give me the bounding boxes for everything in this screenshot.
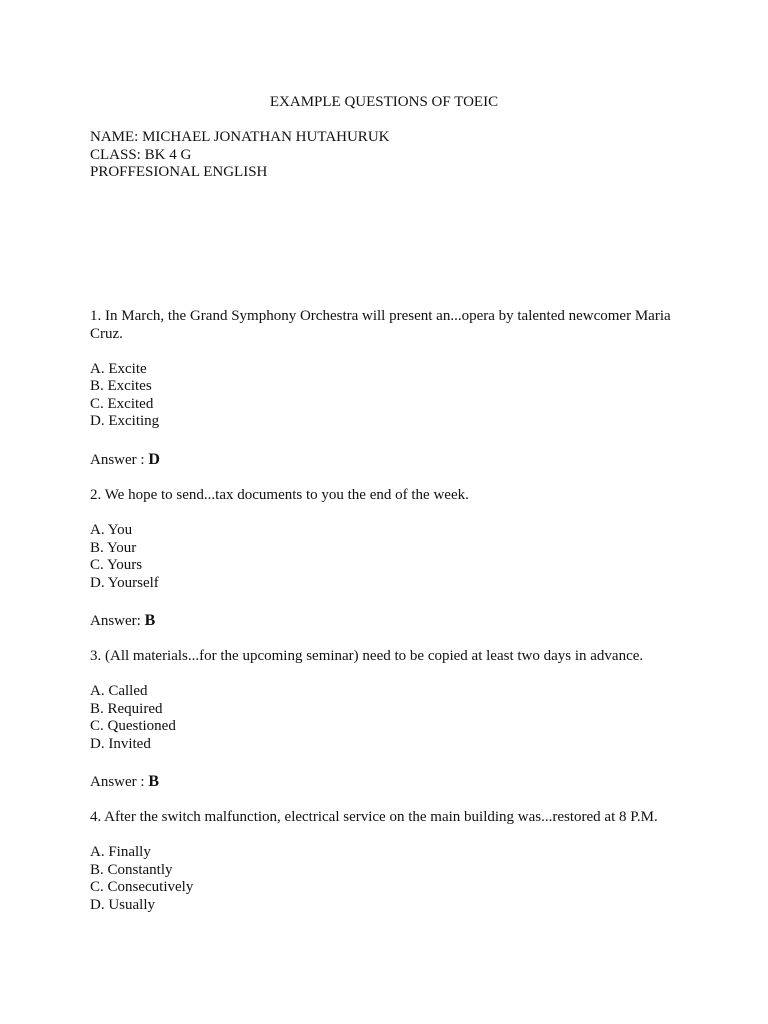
question-stem: 3. (All materials...for the upcoming seminar) need to be copied at least two days in advance. [90, 648, 644, 664]
option-d: D. Yourself [90, 574, 159, 591]
option-d: D. Usually [90, 896, 155, 913]
question-4 [90, 809, 690, 914]
option-a: A. You [90, 522, 133, 538]
option-b: B. Your [90, 539, 137, 556]
option-d: D. Exciting [90, 413, 160, 429]
question-stem: 1. In March, the Grand Symphony Orchestra will present an...opera by talented newcomer Maria Cruz. [90, 308, 671, 342]
answer-value: B [148, 773, 159, 790]
answer-1 [90, 451, 160, 469]
answer-2 [90, 612, 155, 630]
option-c: C. Questioned [90, 718, 176, 734]
answer-label: Answer : [90, 774, 149, 790]
option-c: C. Consecutively [90, 879, 194, 895]
option-b: B. Constantly [90, 861, 173, 878]
question-2 [90, 487, 690, 592]
student-name: NAME: MICHAEL JONATHAN HUTAHURUK [90, 129, 390, 145]
option-d: D. Invited [90, 735, 151, 752]
question-stem: 2. We hope to send...tax documents to you the end of the week. [90, 487, 469, 503]
option-c: C. Excited [90, 395, 154, 412]
option-list [90, 522, 690, 592]
question-stem: 4. After the switch malfunction, electrical service on the main building was...restored at 8 P.M. [90, 809, 658, 825]
option-a: A. Called [90, 683, 148, 699]
option-a: A. Excite [90, 360, 147, 377]
answer-value: B [144, 612, 156, 629]
answer-3 [90, 773, 159, 791]
question-3 [90, 648, 690, 753]
option-a: A. Finally [90, 844, 151, 860]
answer-label: Answer : [90, 452, 149, 468]
course-name: PROFFESIONAL ENGLISH [90, 164, 268, 180]
question-1 [90, 308, 690, 431]
answer-label: Answer: [90, 613, 145, 629]
option-list [90, 683, 690, 753]
option-b: B. Excites [90, 378, 152, 394]
student-info [90, 129, 389, 182]
option-c: C. Yours [90, 557, 143, 573]
student-class: CLASS: BK 4 G [90, 146, 192, 163]
document-title: EXAMPLE QUESTIONS OF TOEIC [269, 94, 499, 110]
option-b: B. Required [90, 700, 163, 717]
answer-value: D [148, 451, 160, 468]
option-list [90, 844, 690, 914]
option-list [90, 361, 690, 431]
